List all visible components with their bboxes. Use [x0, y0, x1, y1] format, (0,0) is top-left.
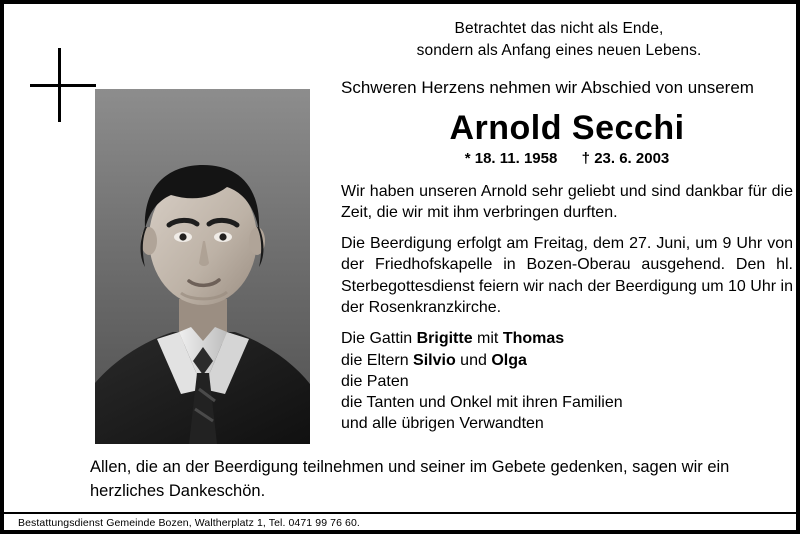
lead-text: Schweren Herzens nehmen wir Abschied von unserem	[341, 78, 754, 97]
family-wife-prefix: Die Gattin	[341, 330, 417, 348]
epitaph	[334, 18, 784, 62]
family-parents-conjunction: und	[455, 351, 492, 369]
notice-body	[341, 76, 793, 435]
family-wife-name: Brigitte	[416, 330, 473, 348]
death-date: 23. 6. 2003	[594, 149, 670, 167]
family-father-name: Silvio	[413, 351, 456, 369]
imprint-text: Bestattungsdienst Gemeinde Bozen, Waltherplatz 1, Tel. 0471 99 76 60.	[18, 517, 360, 529]
portrait-photo-graphic	[95, 89, 310, 444]
death-mark-icon: †	[581, 149, 591, 167]
family-line-aunts-uncles: die Tanten und Onkel mit ihren Familien	[341, 394, 623, 412]
cross-icon	[30, 48, 96, 122]
epitaph-line-1: Betrachtet das nicht als Ende,	[454, 20, 664, 37]
family-line-wife	[341, 328, 793, 349]
family-son-name: Thomas	[502, 330, 565, 348]
paragraph-gratitude: Wir haben unseren Arnold sehr geliebt und sind dankbar für die Zeit, die wir mit ihm verbringen durften.	[341, 182, 793, 221]
life-dates	[341, 150, 793, 167]
portrait-photo	[95, 89, 310, 444]
family-line-relatives: und alle übrigen Verwandten	[341, 415, 544, 433]
family-line-godparents: die Paten	[341, 372, 409, 390]
paragraph-funeral-details: Die Beerdigung erfolgt am Freitag, dem 27. Juni, um 9 Uhr von der Friedhofskapelle in Bozen-Oberau ausgehend. Den hl. Sterbegottesdienst feiern wir nach der Beerdigung um 10 Uhr in der Rosenkranzkirche.	[341, 235, 793, 316]
closing-thanks: Allen, die an der Beerdigung teilnehmen und seiner im Gebete gedenken, sagen wir ein herzliches Dankeschön.	[90, 458, 730, 500]
birth-date: 18. 11. 1958	[474, 149, 558, 167]
footer-divider	[4, 512, 796, 514]
deceased-name: Arnold Secchi	[449, 108, 685, 147]
family-mother-name: Olga	[491, 351, 527, 369]
birth-mark-icon: *	[464, 149, 471, 167]
epitaph-line-2: sondern als Anfang eines neuen Lebens.	[416, 42, 702, 59]
family-line-parents	[341, 350, 793, 371]
family-wife-conjunction: mit	[472, 330, 503, 348]
family-list	[341, 328, 793, 434]
cross-horizontal-bar	[30, 84, 96, 87]
family-parents-prefix: die Eltern	[341, 351, 414, 369]
